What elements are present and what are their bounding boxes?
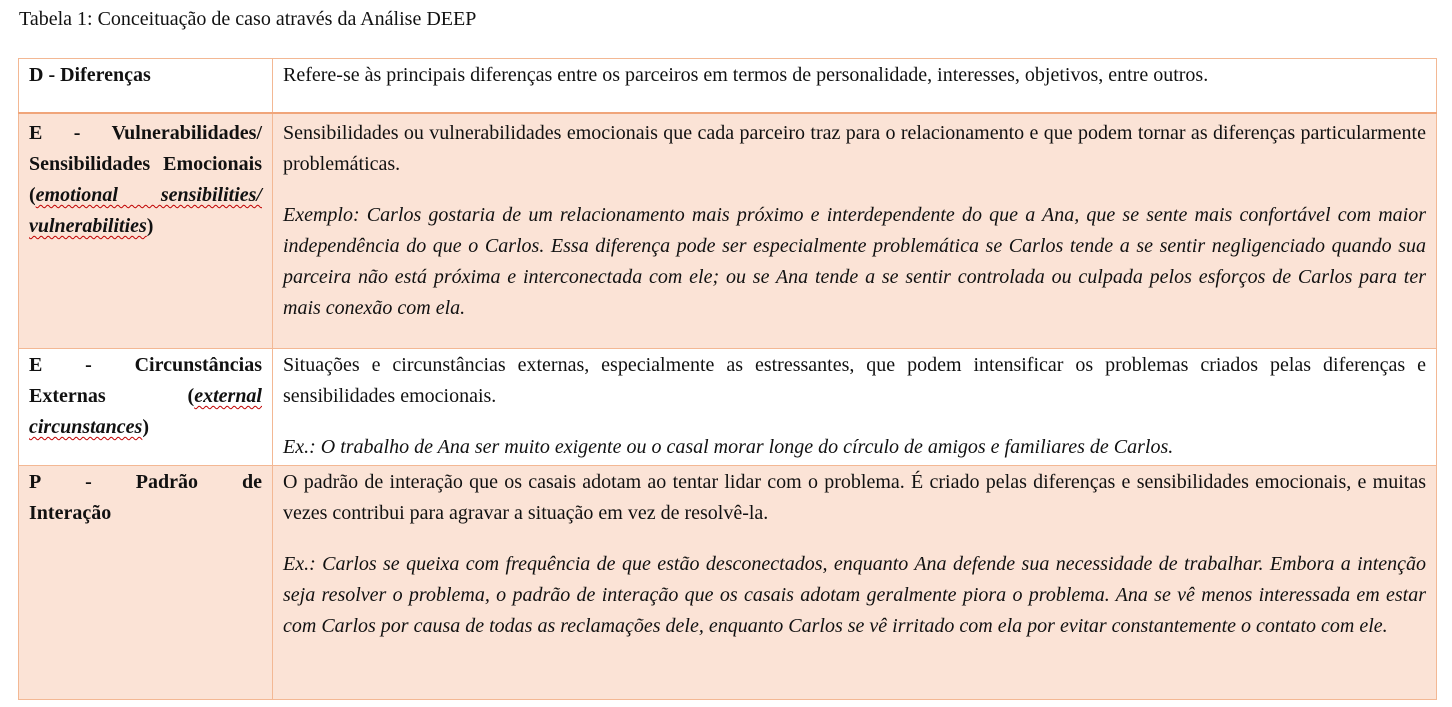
row-label-cell — [19, 113, 273, 349]
row-content-cell — [273, 349, 1437, 466]
label-word: de — [241, 471, 262, 493]
label-close-paren: ) — [146, 215, 154, 237]
row-description-external-circumstances: Situações e circunstâncias externas, especialmente as estressantes, que podem intensificar os problemas criados pelas diferenças e sensibilidades emocionais. — [283, 354, 1426, 407]
row-content-cell — [273, 113, 1437, 349]
table-row-external-circumstances — [19, 349, 1437, 466]
row-content-cell — [273, 59, 1437, 114]
row-example-emotional-sensibilities: Exemplo: Carlos gostaria de um relacionamento mais próximo e interdependente do que a Ana, que se sente mais confortável com maior independência do que o Carlos. Essa diferença pode ser especialmente problemática se Carlos tende a se sentir negligenciado quando sua parceira não está próxima e interconectada com ele; ou se Ana tende a se sentir controlada ou culpada pelos esforços de Carlos para ter mais conexão com ela. — [283, 204, 1426, 319]
table-row-interaction-pattern — [19, 466, 1437, 700]
row-label-external-circumstances — [29, 350, 262, 443]
row-description-differences: Refere-se às principais diferenças entre os parceiros em termos de personalidade, interesses, objetivos, entre outros. — [283, 64, 1209, 86]
label-english-term: external circunstances — [29, 385, 262, 438]
row-label-emotional-sensibilities — [29, 118, 262, 242]
row-description-emotional-sensibilities: Sensibilidades ou vulnerabilidades emocionais que cada parceiro traz para o relacionamento e que podem tornar as diferenças particularmente problemáticas. — [283, 122, 1426, 175]
row-label-cell — [19, 349, 273, 466]
row-example-interaction-pattern: Ex.: Carlos se queixa com frequência de que estão desconectados, enquanto Ana defende sua necessidade de trabalhar. Embora a intenção seja resolver o problema, o padrão de interação que os casais adotam geralmente piora o problema. Ana se vê menos interessada em estar com Carlos por causa de todas as reclamações dele, enquanto Carlos se vê irritado com ela por evitar constantemente o contato com ele. — [283, 553, 1426, 637]
row-label-cell — [19, 59, 273, 114]
label-english-term: emotional sensibilities/ vulnerabilities — [29, 184, 262, 237]
label-text: E - Vulnerabilidades/ Sensibilidades Emocionais ( — [29, 122, 262, 206]
row-label-differences: D - Diferenças — [29, 64, 151, 86]
row-example-external-circumstances: Ex.: O trabalho de Ana ser muito exigente ou o casal morar longe do círculo de amigos e familiares de Carlos. — [283, 436, 1174, 458]
label-text: E - Circunstâncias Externas ( — [29, 354, 262, 407]
label-line-2: Interação — [29, 502, 112, 524]
label-word: Padrão — [135, 471, 199, 493]
deep-analysis-table — [18, 58, 1437, 700]
table-caption: Tabela 1: Conceituação de caso através da Análise DEEP — [19, 8, 477, 30]
row-label-interaction-pattern — [29, 467, 262, 529]
table-row-emotional-sensibilities — [19, 113, 1437, 349]
label-close-paren: ) — [142, 416, 150, 438]
label-line-1 — [29, 467, 262, 498]
row-content-cell — [273, 466, 1437, 700]
label-word: - — [85, 471, 92, 493]
table-row-differences — [19, 59, 1437, 114]
row-description-interaction-pattern: O padrão de interação que os casais adotam ao tentar lidar com o problema. É criado pelas diferenças e sensibilidades emocionais, e muitas vezes contribui para agravar a situação em vez de resolvê-la. — [283, 471, 1426, 524]
label-word: P — [29, 471, 42, 493]
row-label-cell — [19, 466, 273, 700]
